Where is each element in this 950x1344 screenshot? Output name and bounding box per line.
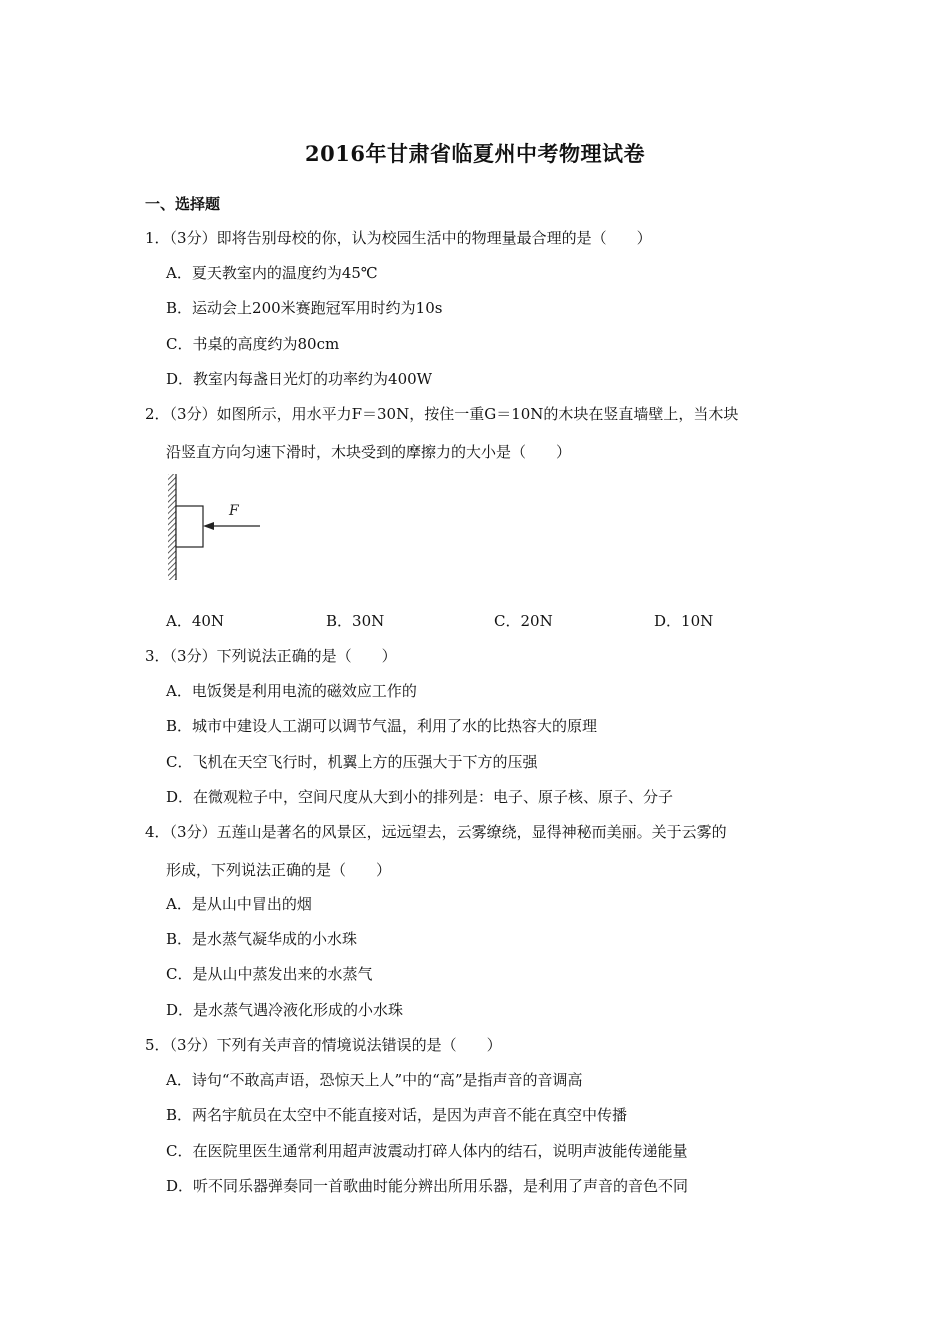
question-2-option-b: B．30N <box>326 612 385 630</box>
force-arrow-head <box>203 522 214 530</box>
wall-block-force-diagram <box>160 470 280 582</box>
question-5-option-a: A．诗句“不敢高声语，恐惊天上人”中的“高”是指声音的音调高 <box>166 1071 583 1089</box>
question-3-option-d: D．在微观粒子中，空间尺度从大到小的排列是：电子、原子核、原子、分子 <box>166 788 674 806</box>
question-4-option-d: D．是水蒸气遇冷液化形成的小水珠 <box>166 1001 404 1019</box>
question-4-option-c: C．是从山中蒸发出来的水蒸气 <box>166 965 373 983</box>
question-5-option-b: B．两名宇航员在太空中不能直接对话，是因为声音不能在真空中传播 <box>166 1106 628 1124</box>
question-3-stem: 3．（3分）下列说法正确的是（ ） <box>145 647 397 665</box>
page-title: 2016年甘肃省临夏州中考物理试卷 <box>305 141 645 166</box>
question-1-option-a: A．夏天教室内的温度约为45℃ <box>166 264 378 282</box>
question-2-stem-line-2: 沿竖直方向匀速下滑时，木块受到的摩擦力的大小是（ ） <box>166 443 572 461</box>
question-5-option-d: D．听不同乐器弹奏同一首歌曲时能分辨出所用乐器，是利用了声音的音色不同 <box>166 1177 689 1195</box>
section-heading: 一、选择题 <box>145 195 221 213</box>
wall-hatching <box>168 474 176 580</box>
question-2-option-a: A．40N <box>166 612 225 630</box>
question-1-option-c: C．书桌的高度约为80cm <box>166 335 340 353</box>
question-4-option-b: B．是水蒸气凝华成的小水珠 <box>166 930 358 948</box>
question-4-stem-line-1: 4．（3分）五莲山是著名的风景区，远远望去，云雾缭绕，显得神秘而美丽。关于云雾的 <box>145 823 727 841</box>
question-1-stem: 1．（3分）即将告别母校的你，认为校园生活中的物理量最合理的是（ ） <box>145 229 652 247</box>
question-2-option-d: D．10N <box>654 612 714 630</box>
question-1-option-d: D．教室内每盏日光灯的功率约为400W <box>166 370 433 388</box>
question-3-option-b: B．城市中建设人工湖可以调节气温，利用了水的比热容大的原理 <box>166 717 598 735</box>
question-4-option-a: A．是从山中冒出的烟 <box>166 895 312 913</box>
wooden-block <box>176 506 203 547</box>
question-5-stem: 5．（3分）下列有关声音的情境说法错误的是（ ） <box>145 1036 502 1054</box>
question-1-option-b: B．运动会上200米赛跑冠军用时约为10s <box>166 299 443 317</box>
question-4-stem-line-2: 形成，下列说法正确的是（ ） <box>166 861 392 879</box>
question-2-stem-line-1: 2．（3分）如图所示，用水平力F＝30N，按住一重G＝10N的木块在竖直墙壁上，当木块 <box>145 405 739 423</box>
force-label: F <box>229 503 239 519</box>
question-2-figure <box>160 470 280 586</box>
question-5-option-c: C．在医院里医生通常利用超声波震动打碎人体内的结石，说明声波能传递能量 <box>166 1142 688 1160</box>
question-3-option-a: A．电饭煲是利用电流的磁效应工作的 <box>166 682 417 700</box>
question-2-option-c: C．20N <box>494 612 553 630</box>
question-3-option-c: C．飞机在天空飞行时，机翼上方的压强大于下方的压强 <box>166 753 538 771</box>
